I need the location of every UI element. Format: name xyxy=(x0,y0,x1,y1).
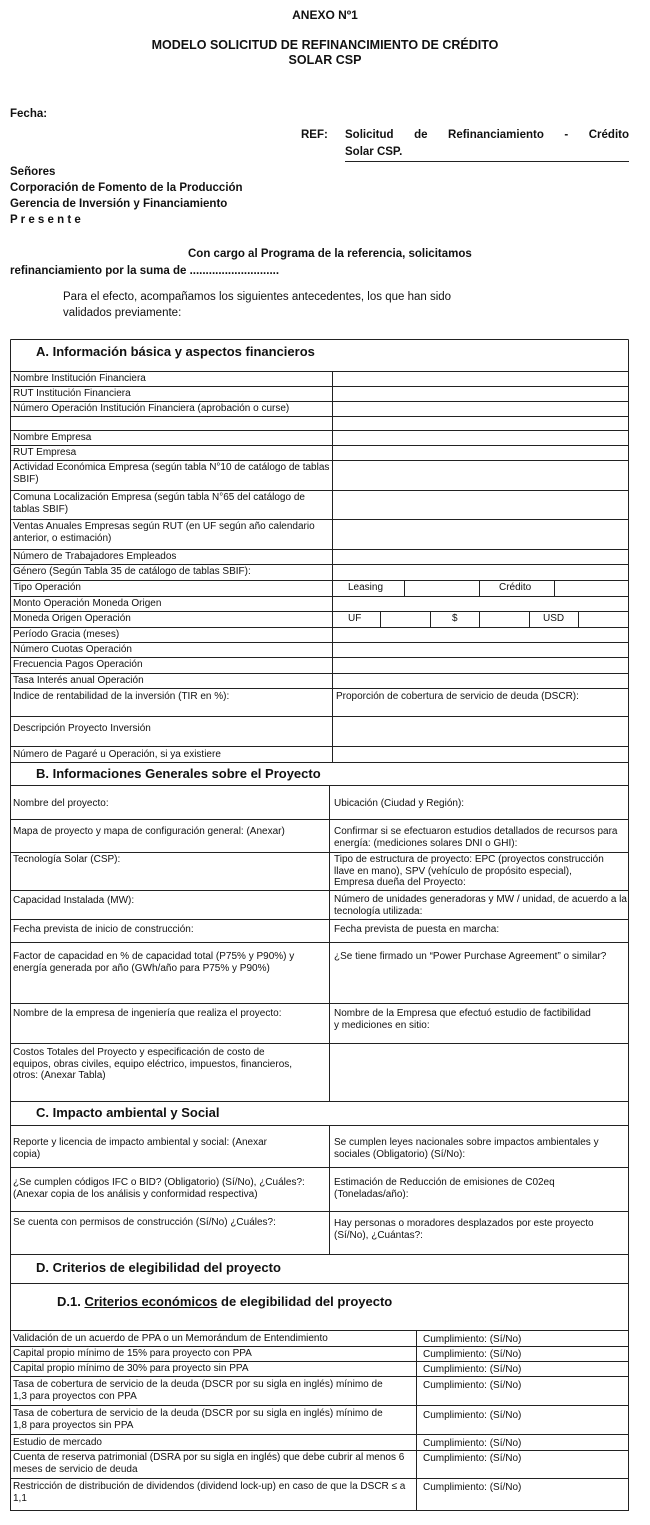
c-codigos-ifc: ¿Se cumplen códigos IFC o BID? (Obligatorio) (Sí/No), ¿Cuáles?: (Anexar copia de los análisis y conformidad respectiva) xyxy=(13,1177,305,1200)
row-tipo-operacion: Tipo Operación xyxy=(13,582,81,593)
b-costos-totales: Costos Totales del Proyecto y especificación de costo de equipos, obras civiles, equipo eléctrico, impuestos, financieros, otros: (Anexar Tabla) xyxy=(13,1047,293,1081)
row-nombre-institucion: Nombre Institución Financiera xyxy=(13,373,146,384)
row-dscr: Proporción de cobertura de servicio de deuda (DSCR): xyxy=(336,691,579,702)
b-estudios-recursos: Confirmar si se efectuaron estudios detallados de recursos para energía: (mediciones solares DNI o GHI): xyxy=(334,826,618,849)
row-numero-operacion: Número Operación Institución Financiera (aprobación o curse) xyxy=(13,403,290,414)
row-tasa-interes: Tasa Interés anual Operación xyxy=(13,675,144,686)
option-usd: USD xyxy=(543,613,565,624)
annex-number: ANEXO Nº1 xyxy=(292,8,358,22)
b-tecnologia-solar: Tecnología Solar (CSP): xyxy=(13,854,121,865)
option-credito: Crédito xyxy=(499,582,532,593)
row-descripcion-proyecto: Descripción Proyecto Inversión xyxy=(13,723,151,734)
row-ventas-anuales: Ventas Anuales Empresas según RUT (en UF según año calendario anterior, o estimación) xyxy=(13,521,315,544)
row-monto-operacion: Monto Operación Moneda Origen xyxy=(13,598,162,609)
c-permisos-construccion: Se cuenta con permisos de construcción (Sí/No) ¿Cuáles?: xyxy=(13,1217,276,1228)
d-capital-30: Capital propio mínimo de 30% para proyecto sin PPA xyxy=(13,1363,249,1374)
b-empresa-ingenieria: Nombre de la empresa de ingeniería que realiza el proyecto: xyxy=(13,1008,282,1019)
row-genero: Género (Según Tabla 35 de catálogo de tablas SBIF): xyxy=(13,566,251,577)
address-line2: Corporación de Fomento de la Producción xyxy=(10,182,243,194)
row-rut-empresa: RUT Empresa xyxy=(13,447,77,458)
b-ppa: ¿Se tiene firmado un “Power Purchase Agreement” o similar? xyxy=(334,951,607,962)
cumplimiento-5: Cumplimiento: (Sí/No) xyxy=(423,1410,522,1421)
row-trabajadores: Número de Trabajadores Empleados xyxy=(13,551,177,562)
d-capital-15: Capital propio mínimo de 15% para proyecto con PPA xyxy=(13,1348,252,1359)
d1-suffix: de elegibilidad del proyecto xyxy=(221,1294,393,1309)
b-unidades-generadoras: Número de unidades generadoras y MW / unidad, de acuerdo a la tecnología utilizada: xyxy=(334,894,627,917)
body-line1: Con cargo al Programa de la referencia, solicitamos xyxy=(188,248,472,260)
c-reporte-impacto: Reporte y licencia de impacto ambiental y social: (Anexar copia) xyxy=(13,1137,268,1160)
row-moneda-origen: Moneda Origen Operación xyxy=(13,613,131,624)
body-line3: Para el efecto, acompañamos los siguientes antecedentes, los que han sido xyxy=(63,291,452,303)
doc-title-line1: MODELO SOLICITUD DE REFINANCIMIENTO DE CRÉDITO xyxy=(151,38,499,52)
row-periodo-gracia: Período Gracia (meses) xyxy=(13,629,120,640)
body-line4: validados previamente: xyxy=(63,307,182,319)
row-actividad-economica: Actividad Económica Empresa (según tabla N°10 de catálogo de tablas SBIF) xyxy=(13,462,330,485)
doc-title-line2: SOLAR CSP xyxy=(288,53,362,67)
ref-label: REF: xyxy=(301,129,328,141)
address-line4: P r e s e n t e xyxy=(10,214,81,226)
row-nombre-empresa: Nombre Empresa xyxy=(13,432,92,443)
b-mapa-proyecto: Mapa de proyecto y mapa de configuración general: (Anexar) xyxy=(13,826,285,837)
row-numero-pagare: Número de Pagaré u Operación, si ya existiere xyxy=(13,749,221,760)
address-line3: Gerencia de Inversión y Financiamiento xyxy=(10,198,228,210)
row-tir: Índice de rentabilidad de la inversión (TIR en %): xyxy=(13,691,230,702)
ref-line2: Solar CSP. xyxy=(345,146,403,158)
b-nombre-proyecto: Nombre del proyecto: xyxy=(13,798,109,809)
b-tipo-estructura: Tipo de estructura de proyecto: EPC (proyectos construcción llave en mano), SPV (vehículo de propósito especial), Empresa dueña del Proyecto: xyxy=(334,854,604,888)
body-line2: refinanciamiento por la suma de ............................ xyxy=(10,265,280,277)
row-rut-institucion: RUT Institución Financiera xyxy=(13,388,131,399)
d-dscr-con-ppa: Tasa de cobertura de servicio de la deuda (DSCR por su sigla en inglés) mínimo de 1,3 para proyectos con PPA xyxy=(13,1379,383,1402)
b-capacidad-instalada: Capacidad Instalada (MW): xyxy=(13,895,135,906)
row-numero-cuotas: Número Cuotas Operación xyxy=(13,644,132,655)
b-factor-capacidad: Factor de capacidad en % de capacidad total (P75% y P90%) y energía generada por año (GWh/año para P75% y P90%) xyxy=(13,951,295,974)
section-a-title: A. Información básica y aspectos financieros xyxy=(36,344,315,359)
d1-underlined: Criterios económicos xyxy=(84,1294,218,1309)
b-ubicacion: Ubicación (Ciudad y Región): xyxy=(334,798,465,809)
fecha-label: Fecha: xyxy=(10,108,48,120)
b-empresa-factibilidad: Nombre de la Empresa que efectuó estudio de factibilidad y mediciones en sitio: xyxy=(334,1008,591,1031)
ref-line1: Solicitud de Refinanciamiento - Crédito xyxy=(345,129,629,141)
b-fecha-inicio: Fecha prevista de inicio de construcción: xyxy=(13,924,194,935)
d-dividendos: Restricción de distribución de dividendos (dividend lock-up) en caso de que la DSCR ≤ a 1,1 xyxy=(13,1481,406,1504)
option-uf: UF xyxy=(348,613,362,624)
c-personas-desplazadas: Hay personas o moradores desplazados por este proyecto (Sí/No), ¿Cuántas?: xyxy=(334,1218,594,1241)
d-dscr-sin-ppa: Tasa de cobertura de servicio de la deuda (DSCR por su sigla en inglés) mínimo de 1,8 para proyectos sin PPA xyxy=(13,1408,383,1431)
row-comuna: Comuna Localización Empresa (según tabla N°65 del catálogo de tablas SBIF) xyxy=(13,492,305,515)
section-d-title: D. Criterios de elegibilidad del proyecto xyxy=(36,1260,281,1275)
d-dsra: Cuenta de reserva patrimonial (DSRA por su sigla en inglés) que debe cubrir al menos 6 meses de servicio de deuda xyxy=(13,1452,405,1475)
b-fecha-puesta-marcha: Fecha prevista de puesta en marcha: xyxy=(334,924,500,935)
cumplimiento-4: Cumplimiento: (Sí/No) xyxy=(423,1380,522,1391)
section-c-title: C. Impacto ambiental y Social xyxy=(36,1105,220,1120)
cumplimiento-7: Cumplimiento: (Sí/No) xyxy=(423,1453,522,1464)
c-reduccion-emisiones: Estimación de Reducción de emisiones de C02eq (Toneladas/año): xyxy=(334,1177,555,1200)
address-line1: Señores xyxy=(10,166,56,178)
d1-prefix: D.1. xyxy=(57,1294,81,1309)
row-frecuencia-pagos: Frecuencia Pagos Operación xyxy=(13,659,143,670)
cumplimiento-1: Cumplimiento: (Sí/No) xyxy=(423,1334,522,1345)
c-leyes-nacionales: Se cumplen leyes nacionales sobre impactos ambientales y sociales (Obligatorio) (Sí/No): xyxy=(334,1137,599,1160)
cumplimiento-2: Cumplimiento: (Sí/No) xyxy=(423,1349,522,1360)
section-b-title: B. Informaciones Generales sobre el Proyecto xyxy=(36,766,321,781)
d-estudio-mercado: Estudio de mercado xyxy=(13,1437,102,1448)
section-d1-title xyxy=(57,1294,392,1309)
option-leasing: Leasing xyxy=(348,582,384,593)
d-ppa-validacion: Validación de un acuerdo de PPA o un Memorándum de Entendimiento xyxy=(13,1333,328,1344)
cumplimiento-8: Cumplimiento: (Sí/No) xyxy=(423,1482,522,1493)
cumplimiento-6: Cumplimiento: (Sí/No) xyxy=(423,1438,522,1449)
cumplimiento-3: Cumplimiento: (Sí/No) xyxy=(423,1364,522,1375)
option-peso: $ xyxy=(452,613,458,624)
